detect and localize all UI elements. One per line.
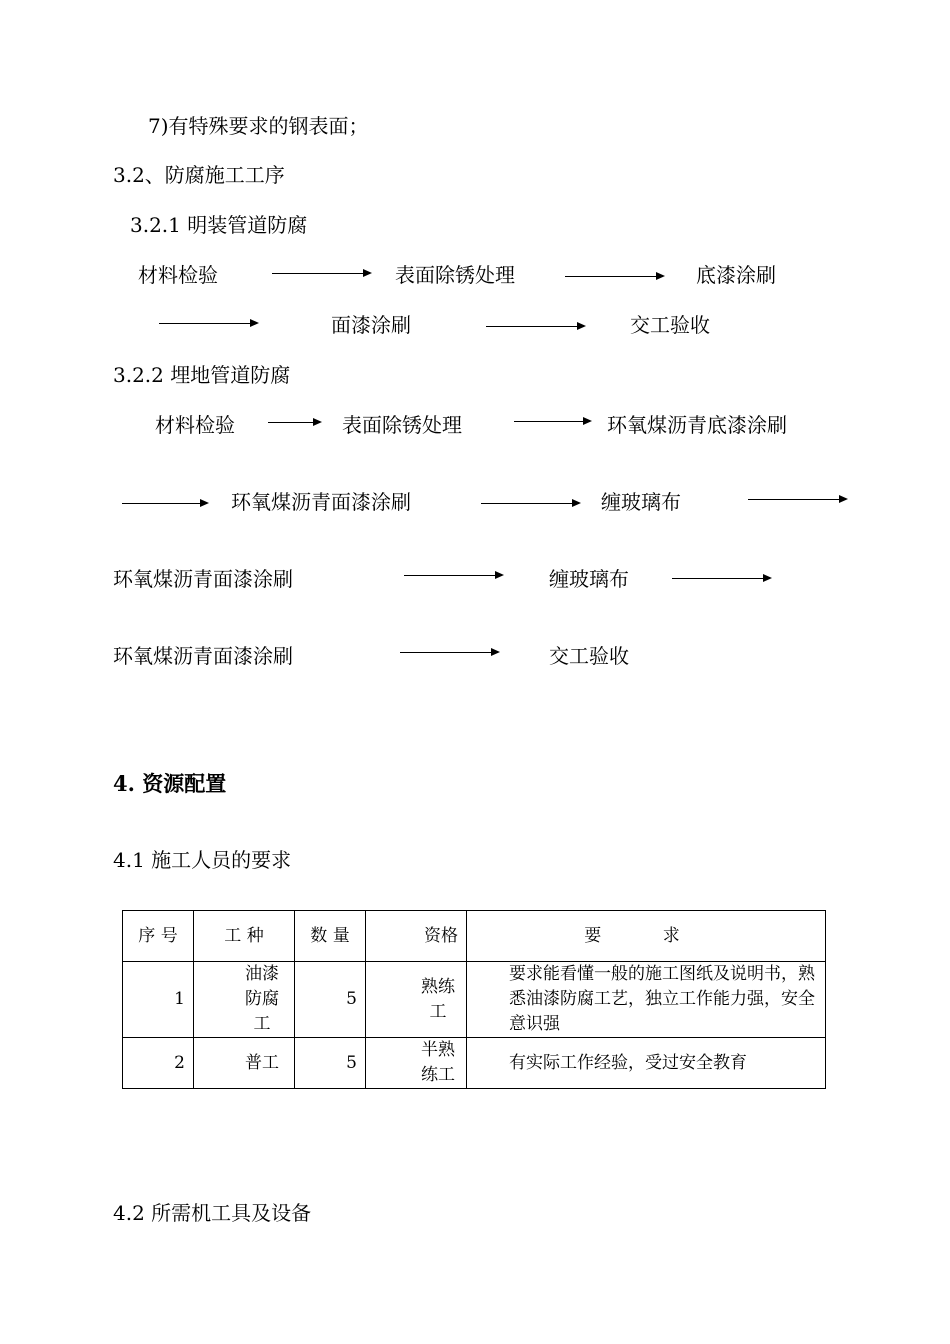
header-cell-qual: 资格 xyxy=(366,911,467,962)
flow-arrow xyxy=(565,276,663,277)
section-3-2-2-heading: 3.2.2 埋地管道防腐 xyxy=(113,363,291,387)
flow-step: 表面除锈处理 xyxy=(342,413,462,437)
flow-step: 环氧煤沥青底漆涂刷 xyxy=(607,413,787,437)
cell-qual xyxy=(366,1038,467,1089)
staff-requirements-table xyxy=(122,910,826,1089)
flow-arrow xyxy=(272,273,370,274)
cell-req: 要求能看懂一般的施工图纸及说明书，熟悉油漆防腐工艺，独立工作能力强，安全意识强 xyxy=(467,962,826,1038)
section-4-1-heading: 4.1 施工人员的要求 xyxy=(113,848,292,872)
flow-arrow xyxy=(672,578,770,579)
cell-no: 1 xyxy=(123,962,194,1038)
flow-step: 缠玻璃布 xyxy=(549,567,629,591)
section-4-2-heading: 4.2 所需机工具及设备 xyxy=(113,1201,312,1225)
cell-req: 有实际工作经验，受过安全教育 xyxy=(467,1038,826,1089)
cell-type xyxy=(194,962,295,1038)
section-4-heading: 4. 资源配置 xyxy=(113,771,227,796)
section-3-2-heading: 3.2、防腐施工工序 xyxy=(113,163,285,187)
header-cell-no: 序 号 xyxy=(123,911,194,962)
flow-step: 底漆涂刷 xyxy=(696,263,776,287)
flow-step: 材料检验 xyxy=(138,263,218,287)
flow-step: 表面除锈处理 xyxy=(395,263,515,287)
table-row xyxy=(123,1038,826,1089)
flow-arrow xyxy=(122,503,207,504)
flow-arrow xyxy=(404,575,502,576)
flow-arrow xyxy=(514,421,590,422)
table-row xyxy=(123,962,826,1038)
header-cell-req: 要 求 xyxy=(467,911,826,962)
section-3-2-1-heading: 3.2.1 明装管道防腐 xyxy=(130,213,308,237)
cell-type-text: 普工 xyxy=(245,1052,279,1073)
cell-count: 5 xyxy=(295,962,366,1038)
flow-arrow xyxy=(748,499,846,500)
cell-type xyxy=(194,1038,295,1089)
cell-qual-text: 半熟练工 xyxy=(421,1040,455,1085)
table-header-row xyxy=(123,911,826,962)
flow-step: 面漆涂刷 xyxy=(331,313,411,337)
cell-type-text: 油漆防腐工 xyxy=(245,964,279,1034)
header-cell-type: 工 种 xyxy=(194,911,295,962)
header-cell-count: 数 量 xyxy=(295,911,366,962)
flow-step: 环氧煤沥青面漆涂刷 xyxy=(231,490,411,514)
cell-qual-text: 熟练工 xyxy=(421,976,455,1022)
list-item-7: 7)有特殊要求的钢表面； xyxy=(148,114,369,138)
flow-step: 缠玻璃布 xyxy=(601,490,681,514)
flow-arrow xyxy=(159,323,257,324)
flow-arrow xyxy=(481,503,579,504)
flow-step: 环氧煤沥青面漆涂刷 xyxy=(113,644,293,668)
flow-step: 环氧煤沥青面漆涂刷 xyxy=(113,567,293,591)
flow-arrow xyxy=(268,422,320,423)
cell-count: 5 xyxy=(295,1038,366,1089)
flow-step: 交工验收 xyxy=(630,313,710,337)
cell-qual xyxy=(366,962,467,1038)
flow-step: 材料检验 xyxy=(155,413,235,437)
cell-no: 2 xyxy=(123,1038,194,1089)
flow-arrow xyxy=(400,652,498,653)
flow-step: 交工验收 xyxy=(549,644,629,668)
flow-arrow xyxy=(486,326,584,327)
